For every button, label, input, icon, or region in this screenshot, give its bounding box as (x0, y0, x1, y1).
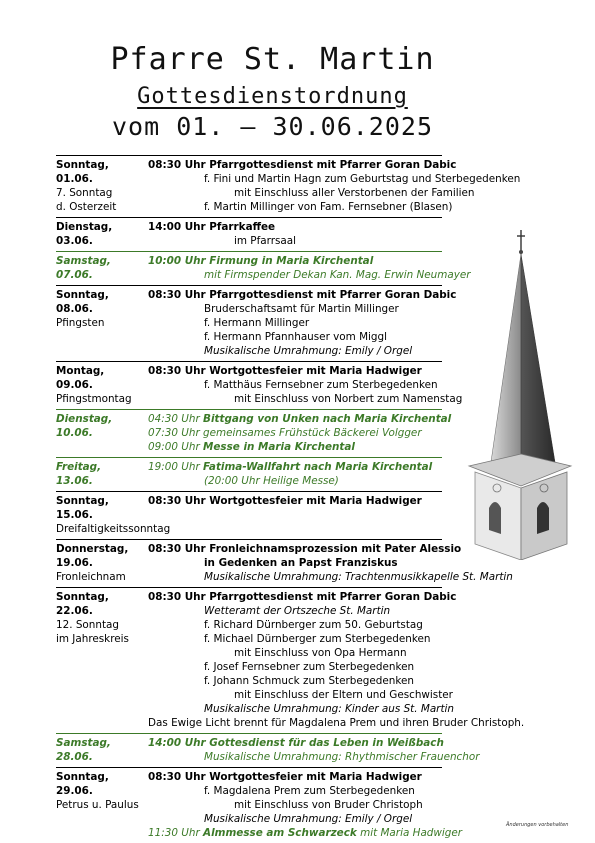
footer-note: Änderungen vorbehalten (506, 822, 569, 828)
schedule-row (56, 234, 442, 248)
entry-day: 09.06. (56, 379, 93, 391)
entry-text (148, 426, 422, 440)
entry-time: 04:30 Uhr (148, 413, 200, 425)
entry-description: 14:00 Uhr Pfarrkaffee (148, 221, 276, 233)
entry-day: 7. Sonntag (56, 187, 113, 199)
schedule-row (56, 254, 442, 268)
schedule-row (56, 302, 442, 316)
entry-description: f. Johann Schmuck zum Sterbegedenken (204, 675, 414, 687)
entry-description: f. Hermann Millinger (204, 317, 310, 329)
schedule-row (56, 660, 442, 674)
entry-day: 10.06. (56, 427, 93, 439)
entry-description: f. Michael Dürnberger zum Sterbegedenken (204, 633, 431, 645)
entry-day: 03.06. (56, 235, 93, 247)
schedule-entry (56, 539, 513, 587)
entry-description: (20:00 Uhr Heilige Messe) (204, 475, 339, 487)
schedule-list (56, 155, 525, 843)
schedule-entry (56, 587, 525, 733)
entry-description: im Pfarrsaal (234, 235, 296, 247)
entry-day: 08.06. (56, 303, 93, 315)
entry-day: 19.06. (56, 557, 93, 569)
entry-text (234, 688, 453, 702)
schedule-entry (56, 409, 452, 457)
entry-text (204, 474, 339, 488)
entry-day: Fronleichnam (56, 571, 126, 583)
entry-text (204, 570, 513, 584)
entry-text (148, 412, 451, 426)
schedule-row (56, 364, 442, 378)
entry-description: 07:30 Uhr gemeinsames Frühstück Bäckerei Volgger (148, 427, 422, 439)
date-range: vom 01. – 30.06.2025 (111, 112, 434, 141)
entry-day: d. Osterzeit (56, 201, 117, 213)
entry-day: Sonntag, (56, 289, 109, 301)
schedule-row (56, 826, 463, 840)
entry-day: Pfingsten (56, 317, 105, 329)
entry-description: 08:30 Uhr Pfarrgottesdienst mit Pfarrer Goran Dabic (148, 289, 457, 301)
entry-day: 01.06. (56, 173, 93, 185)
entry-description: 08:30 Uhr Wortgottesfeier mit Maria Hadwiger (148, 771, 422, 783)
entry-text (234, 798, 423, 812)
entry-text (204, 750, 479, 764)
entry-description: 08:30 Uhr Wortgottesfeier mit Maria Hadwiger (148, 365, 422, 377)
entry-day: 12. Sonntag (56, 619, 119, 631)
entry-day: 28.06. (56, 751, 93, 763)
schedule-row (56, 440, 442, 454)
entry-description: Messe in Maria Kirchental (203, 441, 355, 453)
entry-text (204, 632, 430, 646)
schedule-row (56, 378, 442, 392)
entry-text (148, 826, 462, 840)
entry-text (148, 288, 456, 302)
entry-text (148, 716, 524, 730)
entry-day: Dienstag, (56, 413, 113, 425)
entry-text (204, 618, 423, 632)
entry-day: Freitag, (56, 461, 102, 473)
entry-description: mit Firmspender Dekan Kan. Mag. Erwin Neumayer (204, 269, 471, 281)
schedule-row (56, 542, 462, 556)
entry-text (148, 494, 422, 508)
entry-description: Bittgang von Unken nach Maria Kirchental (203, 413, 452, 425)
entry-description: 08:30 Uhr Pfarrgottesdienst mit Pfarrer Goran Dabic (148, 591, 457, 603)
entry-day: 29.06. (56, 785, 93, 797)
entry-text (204, 344, 412, 358)
schedule-row (56, 220, 442, 234)
entry-description: mit Einschluss von Bruder Christoph (234, 799, 423, 811)
schedule-row (56, 200, 453, 214)
entry-text (148, 158, 456, 172)
entry-description: Musikalische Umrahmung: Emily / Orgel (204, 345, 413, 357)
entry-description: Musikalische Umrahmung: Kinder aus St. Martin (204, 703, 455, 715)
page-title: Pfarre St. Martin (110, 42, 435, 77)
entry-description: mit Einschluss der Eltern und Geschwister (234, 689, 453, 701)
entry-text (148, 460, 432, 474)
entry-text (148, 364, 422, 378)
entry-description: Musikalische Umrahmung: Trachtenmusikkapelle St. Martin (204, 571, 513, 583)
schedule-row (56, 618, 442, 632)
entry-text (148, 220, 275, 234)
entry-text (148, 590, 456, 604)
schedule-row (56, 646, 442, 660)
entry-day: Sonntag, (56, 495, 109, 507)
entry-text (204, 200, 452, 214)
schedule-row (56, 474, 442, 488)
entry-description: 08:30 Uhr Pfarrgottesdienst mit Pfarrer Goran Dabic (148, 159, 457, 171)
entry-text (204, 378, 438, 392)
entry-text (234, 234, 296, 248)
entry-text (204, 302, 399, 316)
entry-day: Samstag, (56, 255, 111, 267)
entry-description: Fatima-Wallfahrt nach Maria Kirchental (203, 461, 433, 473)
entry-description: f. Magdalena Prem zum Sterbegedenken (204, 785, 415, 797)
entry-day: Sonntag, (56, 159, 109, 171)
schedule-row (56, 158, 457, 172)
entry-text (204, 556, 398, 570)
entry-description: f. Matthäus Fernsebner zum Sterbegedenken (204, 379, 438, 391)
entry-text (204, 660, 414, 674)
schedule-entry (56, 733, 480, 767)
schedule-entry (56, 285, 457, 361)
entry-description: Musikalische Umrahmung: Emily / Orgel (204, 813, 413, 825)
entry-text (204, 172, 520, 186)
entry-day: Dreifaltigkeitssonntag (56, 523, 171, 535)
entry-day: 22.06. (56, 605, 93, 617)
schedule-entry (56, 491, 442, 539)
entry-text (234, 392, 462, 406)
entry-description: 14:00 Uhr Gottesdienst für das Leben in Weißbach (148, 737, 444, 749)
entry-text (148, 736, 444, 750)
schedule-row (56, 784, 442, 798)
schedule-row (56, 716, 525, 730)
schedule-row (56, 798, 442, 812)
entry-text (204, 812, 412, 826)
schedule-row (56, 508, 442, 522)
entry-description: Almmesse am Schwarzeck (203, 827, 357, 839)
schedule-row (56, 688, 453, 702)
schedule-row (56, 556, 442, 570)
entry-time: 19:00 Uhr (148, 461, 200, 473)
entry-text (204, 702, 454, 716)
schedule-row (56, 494, 442, 508)
entry-text (204, 674, 414, 688)
entry-day: Dienstag, (56, 221, 113, 233)
entry-day: Samstag, (56, 737, 111, 749)
entry-text (204, 316, 309, 330)
entry-day: Sonntag, (56, 591, 109, 603)
entry-day: 07.06. (56, 269, 93, 281)
schedule-row (56, 392, 463, 406)
entry-description: Musikalische Umrahmung: Rhythmischer Frauenchor (204, 751, 480, 763)
schedule-row (56, 268, 471, 282)
church-tower-illustration (455, 230, 585, 560)
schedule-row (56, 674, 442, 688)
entry-day: Donnerstag, (56, 543, 129, 555)
entry-text (148, 254, 373, 268)
entry-description: f. Richard Dürnberger zum 50. Geburtstag (204, 619, 423, 631)
entry-day: 13.06. (56, 475, 93, 487)
entry-day: Sonntag, (56, 771, 109, 783)
schedule-row (56, 736, 442, 750)
schedule-row (56, 412, 452, 426)
entry-text (204, 784, 415, 798)
entry-text (204, 330, 387, 344)
schedule-row (56, 590, 457, 604)
schedule-row (56, 702, 455, 716)
schedule-row (56, 570, 513, 584)
schedule-row (56, 344, 442, 358)
entry-day: Montag, (56, 365, 105, 377)
entry-day: Petrus u. Paulus (56, 799, 139, 811)
entry-text (204, 604, 390, 618)
schedule-entry (56, 457, 442, 491)
entry-description: mit Einschluss von Opa Hermann (234, 647, 407, 659)
schedule-row (56, 330, 442, 344)
entry-description: f. Fini und Martin Hagn zum Geburtstag und Sterbegedenken (204, 173, 521, 185)
schedule-entry (56, 361, 463, 409)
entry-text (204, 268, 471, 282)
entry-description: Bruderschaftsamt für Martin Millinger (204, 303, 399, 315)
entry-description: f. Martin Millinger von Fam. Fernsebner (Blasen) (204, 201, 453, 213)
schedule-entry (56, 217, 442, 251)
entry-description: 10:00 Uhr Firmung in Maria Kirchental (148, 255, 374, 267)
entry-day: 15.06. (56, 509, 93, 521)
schedule-row (56, 186, 475, 200)
schedule-entry (56, 767, 463, 843)
entry-text (234, 646, 407, 660)
schedule-entry (56, 251, 471, 285)
entry-time: 09:00 Uhr (148, 441, 200, 453)
entry-day: Pfingstmontag (56, 393, 132, 405)
schedule-row (56, 522, 442, 536)
entry-description: f. Hermann Pfannhauser vom Miggl (204, 331, 388, 343)
entry-day: im Jahreskreis (56, 633, 129, 645)
schedule-row (56, 316, 442, 330)
entry-description: 08:30 Uhr Fronleichnamsprozession mit Pater Alessio (148, 543, 462, 555)
entry-description: Das Ewige Licht brennt für Magdalena Prem und ihren Bruder Christoph. (148, 717, 525, 729)
entry-description: Wetteramt der Ortszeche St. Martin (204, 605, 391, 617)
entry-description: mit Einschluss von Norbert zum Namenstag (234, 393, 463, 405)
schedule-row (56, 750, 480, 764)
entry-description: mit Einschluss aller Verstorbenen der Familien (234, 187, 475, 199)
schedule-row (56, 770, 442, 784)
schedule-row (56, 426, 442, 440)
entry-text (148, 770, 422, 784)
entry-text (148, 440, 355, 454)
schedule-row (56, 812, 442, 826)
entry-text (148, 542, 461, 556)
schedule-row (56, 288, 457, 302)
entry-description: 08:30 Uhr Wortgottesfeier mit Maria Hadwiger (148, 495, 422, 507)
page-subtitle: Gottesdienstordnung (137, 84, 408, 109)
schedule-row (56, 172, 521, 186)
entry-time: 11:30 Uhr (148, 827, 200, 839)
entry-description: in Gedenken an Papst Franziskus (204, 557, 398, 569)
entry-text (234, 186, 475, 200)
schedule-entry (56, 155, 521, 217)
entry-description: f. Josef Fernsebner zum Sterbegedenken (204, 661, 415, 673)
schedule-row (56, 604, 442, 618)
schedule-row (56, 460, 442, 474)
entry-suffix: mit Maria Hadwiger (360, 827, 463, 839)
schedule-row (56, 632, 442, 646)
